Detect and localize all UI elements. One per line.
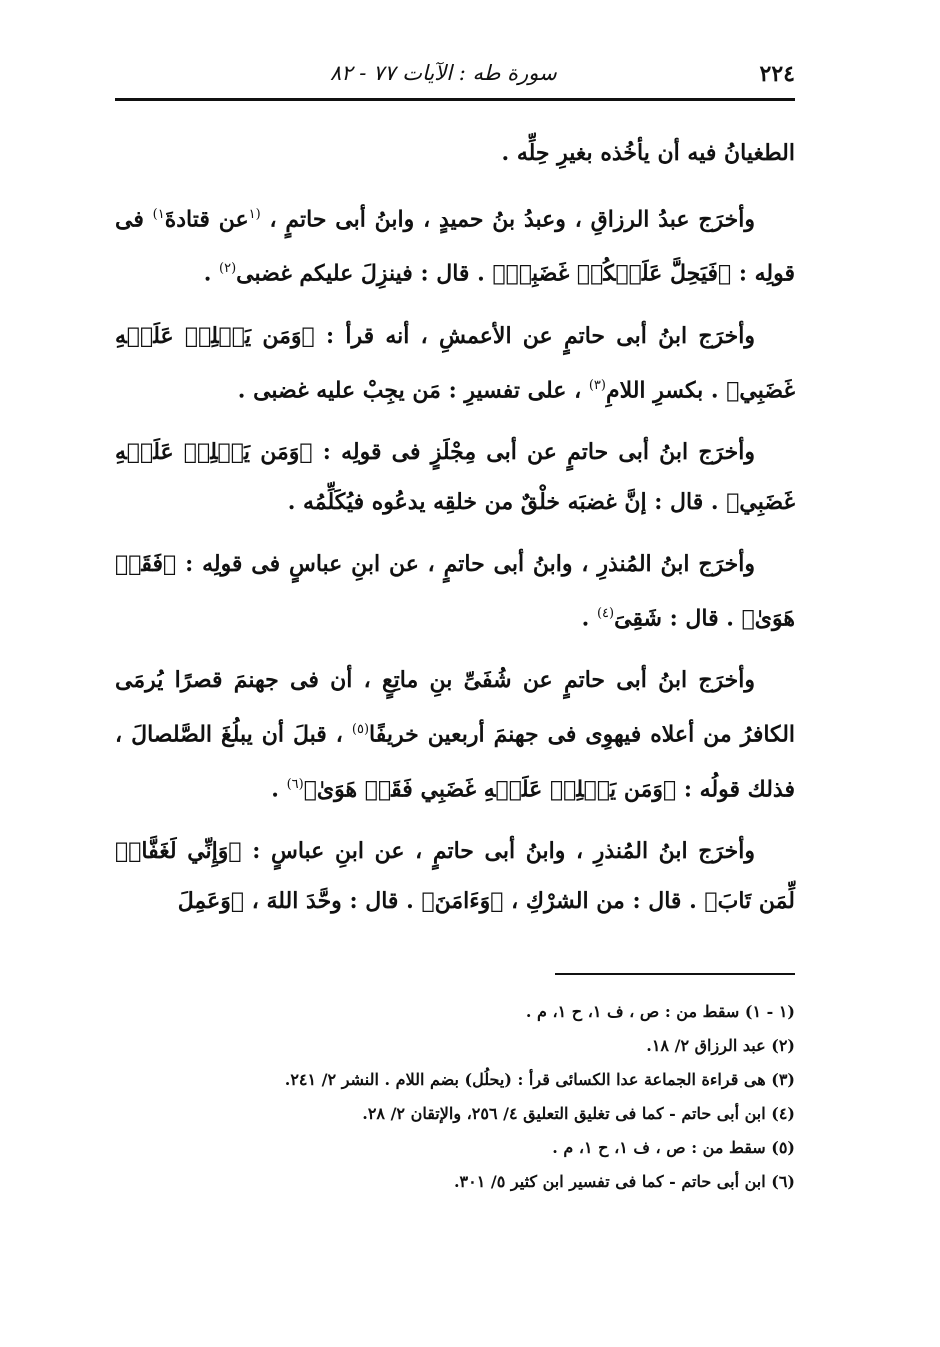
paragraph bbox=[115, 539, 795, 643]
paragraph-text: . قال : وحَّدَ اللهَ ، bbox=[244, 887, 422, 914]
running-title: سورة طه : الآيات ٧٧ - ٨٢ bbox=[330, 61, 557, 85]
paragraph-text: وأخرَج عبدُ الرزاقِ ، وعبدُ بنُ حميدٍ ، وابنُ أبى حاتمٍ ، bbox=[260, 206, 755, 233]
footnote: (٤) ابن أبى حاتم - كما فى تغليق التعليق ٤/ ٢٥٦، والإتقان ٢/ ٢٨. bbox=[362, 1104, 795, 1123]
paragraph-text: فى قولِه : bbox=[115, 206, 795, 287]
footnote: (١ - ١) سقط من : ص ، ف ١، ح ١، م . bbox=[525, 1002, 795, 1021]
footnote-marker: (٣) bbox=[588, 377, 606, 393]
footnote-rule bbox=[555, 973, 795, 975]
paragraph-text: . بكسرِ اللامِ bbox=[605, 376, 727, 403]
footnote-marker: ١) bbox=[152, 207, 165, 222]
footnote: (٦) ابن أبى حاتم - كما فى تفسير ابن كثير ٥/ ٣٠١. bbox=[453, 1172, 795, 1191]
paragraph-text: وأخرَج ابنُ المُنذرِ ، وابنُ أبى حاتمٍ ، عن ابنِ عباسٍ : bbox=[241, 837, 755, 864]
main-text bbox=[115, 128, 795, 938]
header-rule bbox=[115, 98, 795, 101]
footnote-marker: (٦) bbox=[286, 776, 304, 792]
paragraph-text: وأخرَج ابنُ أبى حاتمٍ عن شُفَىِّ بنِ ماتِعٍ ، أن فى جهنمَ قصرًا يُرمَى الكافرُ من أعلاه فيهوِى فى جهنمَ أربعين خريفًا bbox=[115, 667, 796, 748]
paragraph bbox=[115, 128, 795, 178]
quran-quote: ﴿وَمَن يَحۡلِلۡ عَلَيۡهِ غَضَبِي﴾ bbox=[115, 438, 795, 515]
footnote-marker: (٥) bbox=[351, 722, 370, 738]
paragraph-text: . bbox=[581, 605, 597, 632]
paragraph bbox=[115, 190, 795, 299]
paragraph-text: ، قبلَ أن يبلُغَ الصَّلصالَ ، فذلك قولُه : bbox=[115, 721, 795, 802]
footnote: (٥) سقط من : ص ، ف ١، ح ١، م . bbox=[552, 1138, 795, 1157]
paragraph bbox=[115, 427, 795, 527]
footnote-marker: (٤) bbox=[596, 605, 615, 621]
quran-quote: ﴿وَعَمِلَ bbox=[177, 887, 245, 914]
paragraph bbox=[115, 826, 795, 926]
paragraph bbox=[115, 655, 795, 814]
page-number: ٢٢٤ bbox=[759, 61, 795, 87]
quran-quote: ﴿وَإِنِّي لَغَفَّارٞ لِّمَن تَابَ﴾ bbox=[115, 837, 795, 914]
paragraph-text: . قال : فينزِلَ عليكم غضبى bbox=[236, 260, 493, 287]
paragraph-text: . قال : إنَّ غضبَه خلْقٌ من خلقِه يدعُوه فيُكَلِّمُه . bbox=[287, 488, 727, 515]
paragraph bbox=[115, 311, 795, 415]
paragraph-text: وأخرَج ابنُ أبى حاتمٍ عن الأعمشِ ، أنه قرأ : bbox=[314, 322, 756, 349]
quran-quote: ﴿وَءَامَنَ﴾ bbox=[421, 887, 504, 914]
footnotes bbox=[115, 995, 795, 1199]
paragraph-text: ، على تفسيرِ : مَن يجِبْ عليه غضبى . bbox=[237, 376, 589, 403]
quran-quote: ﴿وَمَن يَحۡلِلۡ عَلَيۡهِ غَضَبِي﴾ bbox=[115, 322, 795, 403]
quran-quote: ﴿فَيَحِلَّ عَلَيۡكُمۡ غَضَبِيۖ﴾ bbox=[492, 260, 732, 287]
paragraph-text: . bbox=[203, 260, 220, 287]
footnote: (٣) هى قراءة الجماعة عدا الكسائى قرأ : (يحلُل) بضم اللام . النشر ٢/ ٢٤١. bbox=[284, 1070, 795, 1089]
paragraph-text: . bbox=[271, 775, 287, 802]
footnote: (٢) عبد الرزاق ٢/ ١٨. bbox=[646, 1036, 795, 1055]
paragraph-text: الطغيانُ فيه أن يأخُذه بغيرِ حِلِّه . bbox=[501, 140, 795, 166]
footnote-marker: (١ bbox=[248, 207, 261, 222]
quran-quote: ﴿فَقَدۡ هَوَىٰ﴾ bbox=[115, 550, 795, 632]
paragraph-text: . قال : من الشرْكِ ، bbox=[503, 887, 705, 914]
page-header bbox=[115, 55, 795, 93]
paragraph-text: . قال : شَقِىَ bbox=[614, 605, 742, 632]
footnote-marker: (٢) bbox=[219, 261, 237, 277]
quran-quote: ﴿وَمَن يَحۡلِلۡ عَلَيۡهِ غَضَبِي فَقَدۡ هَوَىٰ﴾ bbox=[303, 775, 677, 802]
paragraph-text: عن قتادةَ bbox=[164, 206, 249, 233]
paragraph-text: وأخرَج ابنُ المُنذرِ ، وابنُ أبى حاتمٍ ، عن ابنِ عباسٍ فى قولِه : bbox=[176, 550, 755, 577]
paragraph-text: وأخرَج ابنُ أبى حاتمٍ عن أبى مِجْلَزٍ فى قولِه : bbox=[312, 438, 756, 465]
